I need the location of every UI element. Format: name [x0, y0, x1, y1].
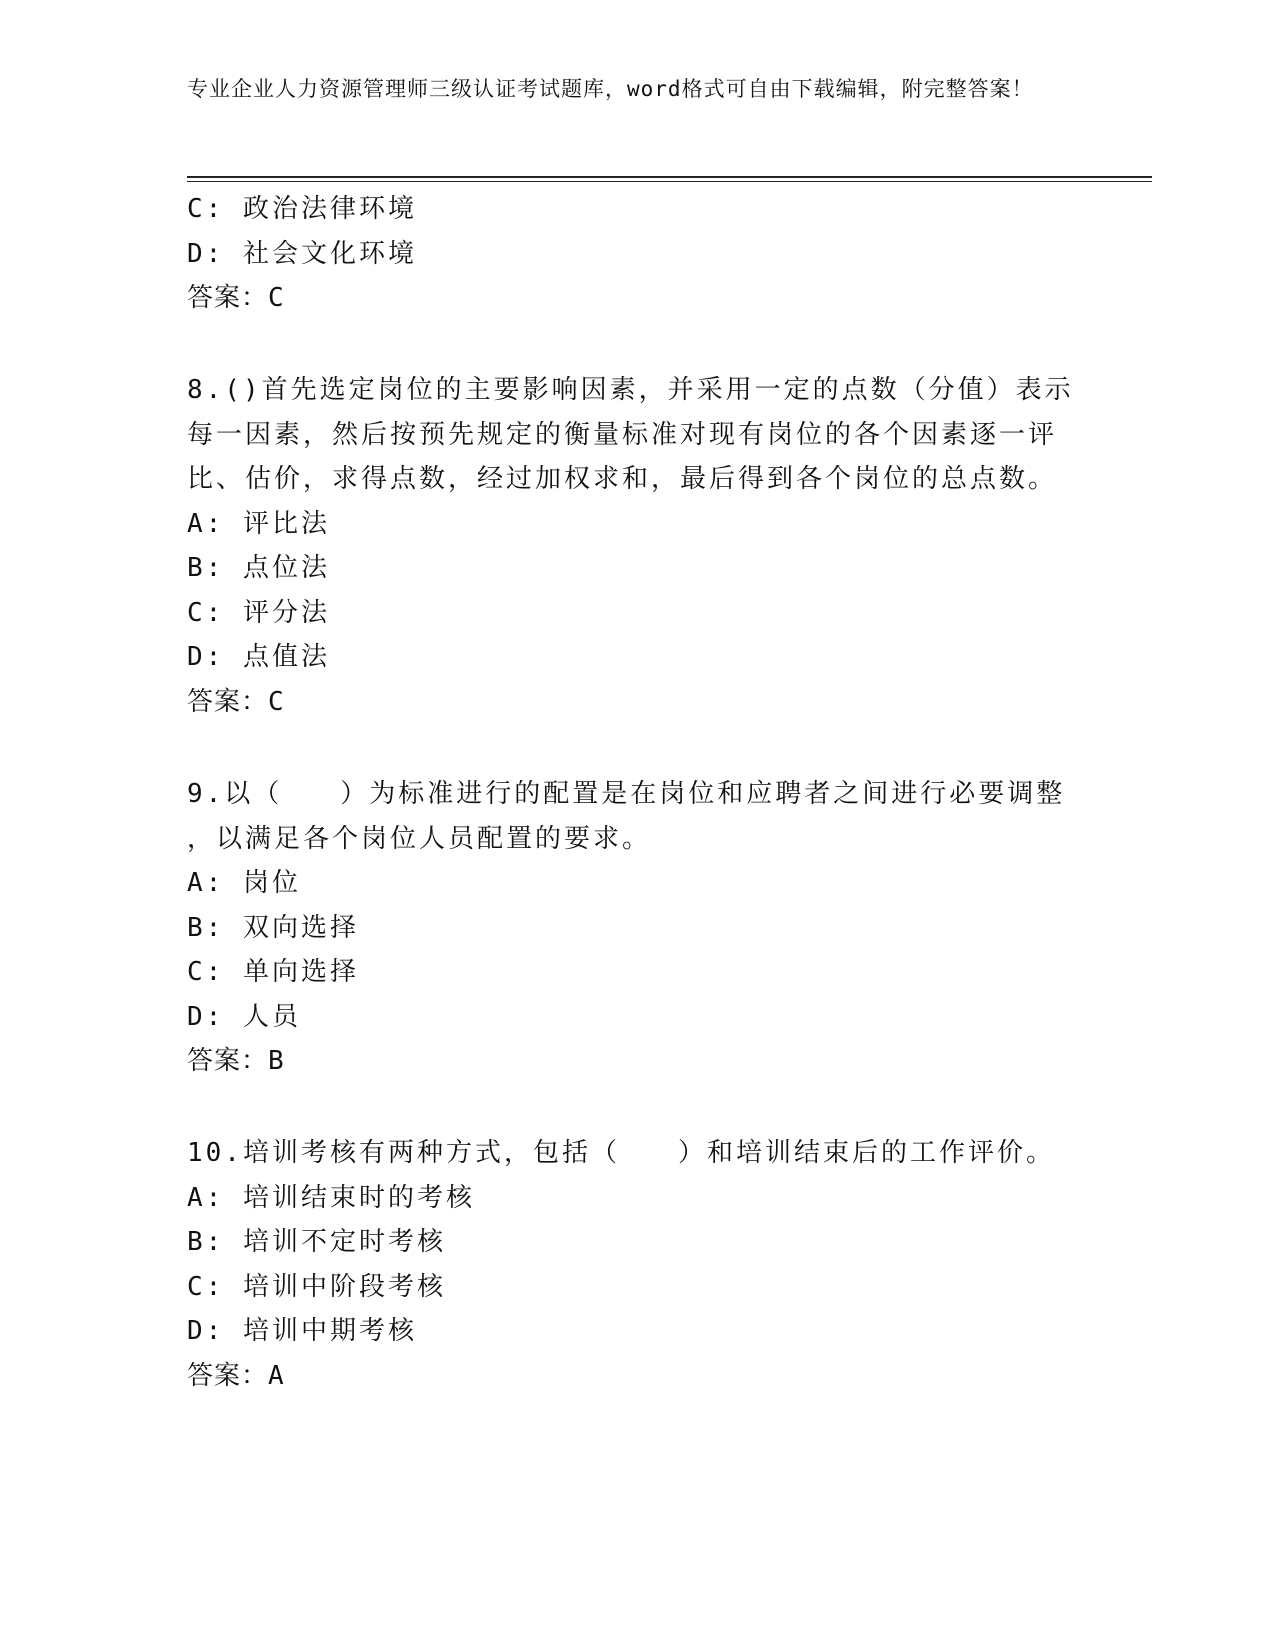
q10-option-a: A: 培训结束时的考核 — [187, 1183, 475, 1213]
q8-option-c: C: 评分法 — [187, 598, 330, 628]
q9-stem-line-2: ，以满足各个岗位人员配置的要求。 — [187, 824, 652, 854]
q10-option-c: C: 培训中阶段考核 — [187, 1272, 446, 1302]
q8-option-a: A: 评比法 — [187, 509, 330, 539]
header-divider-thin — [187, 181, 1152, 182]
q8-option-b: B: 点位法 — [187, 553, 330, 583]
q7-option-c: C: 政治法律环境 — [187, 194, 417, 224]
q8-answer: 答案：C — [187, 687, 285, 717]
q7-option-d: D: 社会文化环境 — [187, 239, 417, 269]
q9-stem-line-1: 9.以（ ）为标准进行的配置是在岗位和应聘者之间进行必要调整 — [187, 779, 1066, 809]
q8-option-d: D: 点值法 — [187, 642, 330, 672]
header-divider-thick — [187, 176, 1152, 178]
q9-answer: 答案：B — [187, 1046, 285, 1076]
q10-stem-line-1: 10.培训考核有两种方式，包括（ ）和培训结束后的工作评价。 — [187, 1138, 1055, 1168]
q10-option-d: D: 培训中期考核 — [187, 1316, 417, 1346]
q8-stem-line-3: 比、估价，求得点数，经过加权求和，最后得到各个岗位的总点数。 — [187, 464, 1058, 494]
q9-option-a: A: 岗位 — [187, 868, 301, 898]
q9-option-d: D: 人员 — [187, 1002, 301, 1032]
q9-option-c: C: 单向选择 — [187, 957, 359, 987]
q10-option-b: B: 培训不定时考核 — [187, 1227, 446, 1257]
q10-answer: 答案：A — [187, 1361, 285, 1391]
q8-stem-line-2: 每一因素，然后按预先规定的衡量标准对现有岗位的各个因素逐一评 — [187, 420, 1058, 450]
q7-answer: 答案：C — [187, 283, 285, 313]
page-header: 专业企业人力资源管理师三级认证考试题库，word格式可自由下载编辑，附完整答案！ — [187, 77, 1034, 101]
q9-option-b: B: 双向选择 — [187, 913, 359, 943]
q8-stem-line-1: 8.()首先选定岗位的主要影响因素，并采用一定的点数（分值）表示 — [187, 375, 1074, 405]
